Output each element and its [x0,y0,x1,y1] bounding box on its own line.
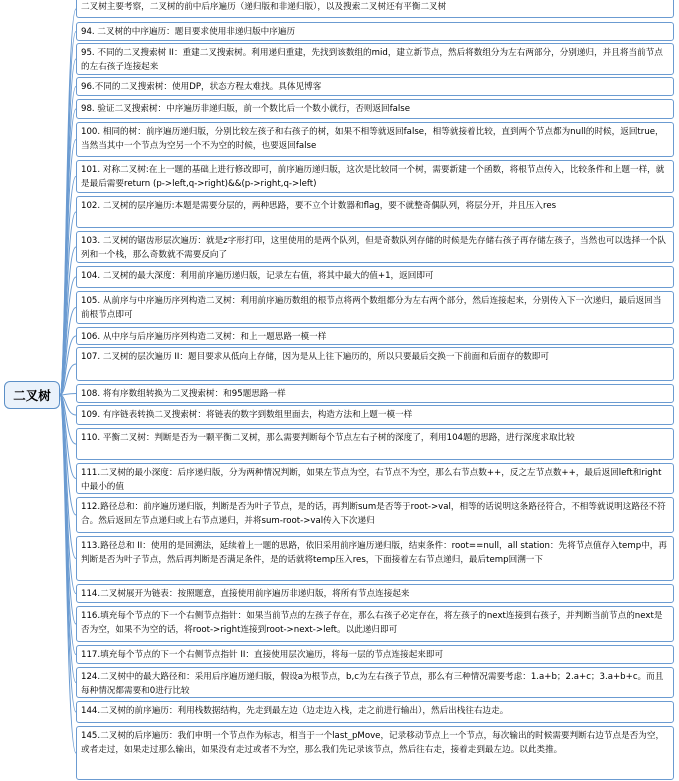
topic-node[interactable]: 95. 不同的二叉搜索树 II：重建二叉搜索树。利用递归重建，先找到该数组的mid，建立新节点，然后将数组分为左右两部分，分别递归，并且将当前节点的左右孩子连接起来 [76,43,674,75]
topic-node[interactable]: 113.路径总和 II：使用的是回溯法，延续着上一题的思路，依旧采用前序遍历递归版，结束条件：root==null，all station：先将节点值存入temp中，再判断是否为叶子节点，然后再判断是否满足条件，是的话就将temp压入res，下面接着左右节点递归，最后temp回溯一下 [76,536,674,581]
topic-node[interactable]: 109. 有序链表转换二叉搜索树：将链表的数字到数组里面去，构造方法和上题一模一样 [76,405,674,425]
topic-node[interactable]: 112.路径总和：前序遍历递归版，判断是否为叶子节点，是的话，再判断sum是否等于root->val，相等的话说明这条路径符合，不相等就说明这路径不符合。然后返回左节点递归或上右节点递归，并将sum-root->val传入下次递归 [76,497,674,533]
topic-node[interactable]: 106. 从中序与后序遍历序列构造二叉树：和上一题思路一模一样 [76,327,674,345]
topic-node[interactable]: 94. 二叉树的中序遍历：题目要求使用非递归版中序遍历 [76,22,674,41]
topic-node[interactable]: 96.不同的二叉搜索树：使用DP，状态方程太难找。具体见博客 [76,77,674,96]
topic-node[interactable]: 114.二叉树展开为链表：按照题意，直接使用前序遍历非递归版，将所有节点连接起来 [76,584,674,603]
topic-node[interactable]: 103. 二叉树的锯齿形层次遍历：就是z字形打印，这里使用的是两个队列，但是奇数队列存储的时候是先存储右孩子再存储左孩子，当然也可以选择一个队列和一个栈，那么奇数就不需要反向了 [76,231,674,263]
topic-node[interactable]: 116.填充每个节点的下一个右侧节点指针：如果当前节点的左孩子存在，那么右孩子必定存在，将左孩子的next连接到右孩子，并判断当前节点的next是否为空，如果不为空的话，将root->right连接到root->next->left。以此递归即可 [76,606,674,642]
topic-node[interactable]: 107. 二叉树的层次遍历 II：题目要求从低向上存储，因为是从上往下遍历的，所以只要最后交换一下前面和后面存的数即可 [76,347,674,381]
topic-node[interactable]: 102. 二叉树的层序遍历:本题是需要分层的，两种思路，要不立个计数器和flag，要不就整奇偶队列，将层分开，并且压入res [76,196,674,228]
topic-node[interactable]: 110. 平衡二叉树：判断是否为一颗平衡二叉树，那么需要判断每个节点左右子树的深度了，利用104题的思路，进行深度求取比较 [76,428,674,460]
topic-node[interactable]: 105. 从前序与中序遍历序列构造二叉树：利用前序遍历数组的根节点将两个数组都分为左右两个部分，然后连接起来，分别传入下一次递归，最后返回当前根节点即可 [76,291,674,324]
topic-node[interactable]: 117.填充每个节点的下一个右侧节点指针 II：直接使用层次遍历，将每一层的节点连接起来即可 [76,645,674,664]
topic-node[interactable]: 100. 相同的树：前序遍历递归版，分别比较左孩子和右孩子的树，如果不相等就返回false，相等就接着比较，直到两个节点都为null的时候，返回true，当然当其中一个节点为空另一个不为空的时候，也要返回false [76,122,674,157]
topic-node[interactable]: 144.二叉树的前序遍历：利用栈数据结构，先走到最左边（边走边入栈，走之前进行输出），然后出栈往右边走。 [76,701,674,723]
root-node[interactable]: 二叉树 [4,381,60,409]
topic-node[interactable]: 108. 将有序数组转换为二叉搜索树：和95题思路一样 [76,384,674,403]
topic-node[interactable]: 二叉树主要考察，二叉树的前中后序遍历（递归版和非递归版），以及搜索二叉树还有平衡二叉树 [76,0,674,18]
topic-node[interactable]: 104. 二叉树的最大深度：利用前序遍历递归版，记录左右值，将其中最大的值+1，返回即可 [76,266,674,288]
topic-node[interactable]: 101. 对称二叉树:在上一题的基础上进行修改即可，前序遍历递归版，这次是比较同一个树，需要新建一个函数，将根节点传入，比较条件和上题一样，就是最后需要return (p->left,q->right)&&(p->right,q->left) [76,160,674,193]
topic-node[interactable]: 145.二叉树的后序遍历：我们申明一个节点作为标志，相当于一个last_pMove，记录移动节点上一个节点，每次输出的时候需要判断右边节点是否为空，或者走过，如果走过那么输出，如果没有走过或者不为空，那么我们先记录该节点，然后往右走，接着走到最左边。以此类推。 [76,726,674,780]
topic-node[interactable]: 124.二叉树中的最大路径和：采用后序遍历递归版，假设a为根节点，b,c为左右孩子节点，那么有三种情况需要考虑：1.a+b；2.a+c；3.a+b+c。而且每种情况都需要和0进行比较 [76,667,674,698]
topic-node[interactable]: 111.二叉树的最小深度：后序递归版，分为两种情况判断，如果左节点为空，右节点不为空，那么右节点数++，反之左节点数++，最后返回left和right中最小的值 [76,463,674,494]
topic-node[interactable]: 98. 验证二叉搜索树：中序遍历非递归版，前一个数比后一个数小就行，否则返回false [76,99,674,119]
